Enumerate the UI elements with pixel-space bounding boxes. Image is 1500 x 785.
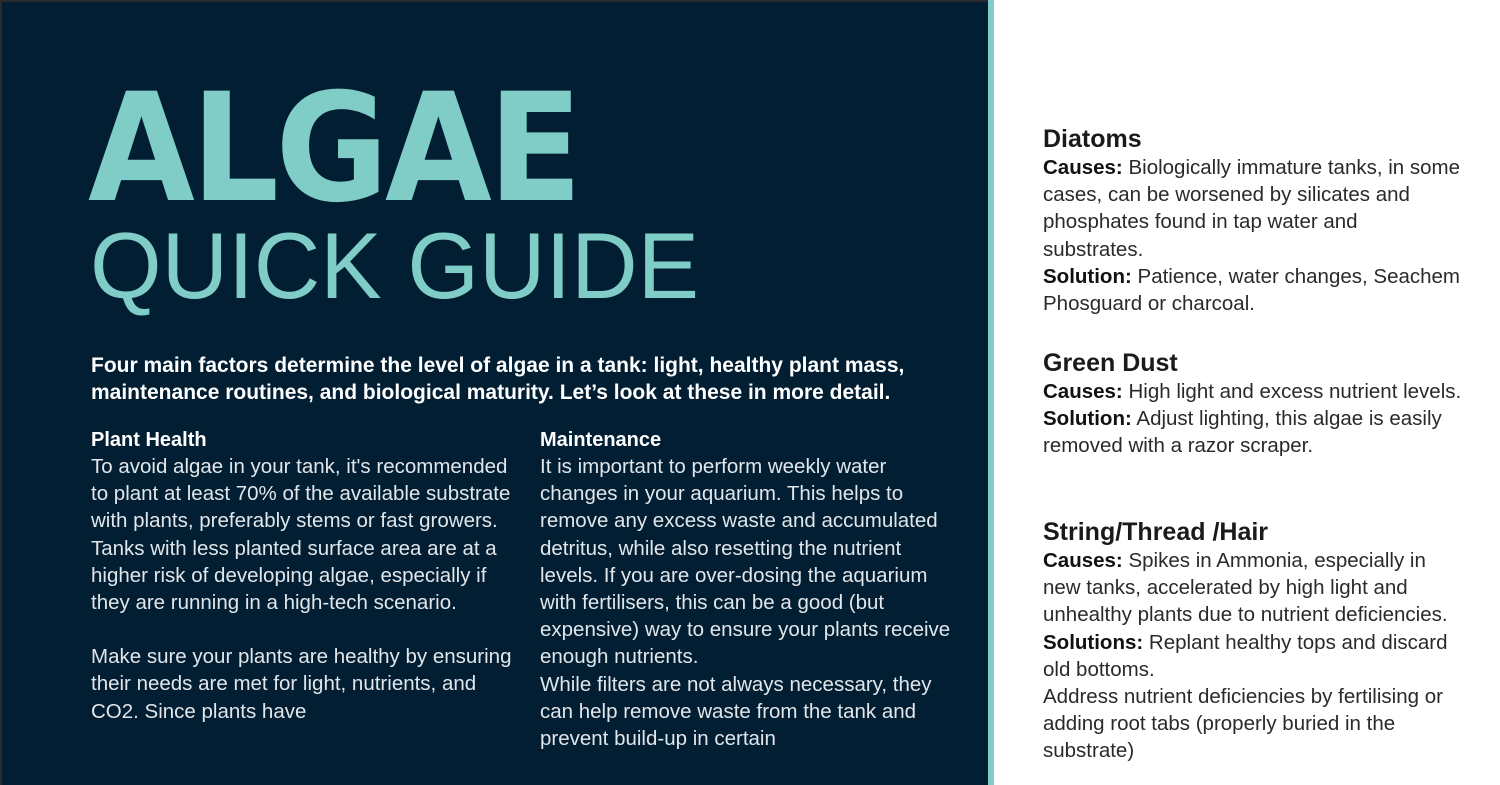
section-paragraph: To avoid algae in your tank, it's recommended to plant at least 70% of the available substrate with plants, preferably stems or fast growers. Tanks with less planted surface area are at a higher risk of developing algae, especially if they are running in a high-tech scenario. <box>91 455 511 615</box>
solution-text: Replant healthy tops and discard old bottoms. <box>1043 630 1448 681</box>
section-maintenance <box>540 427 960 752</box>
algae-solution <box>1043 263 1463 317</box>
section-heading: Plant Health <box>91 429 207 451</box>
algae-entry-diatoms <box>1043 124 1463 317</box>
section-heading: Maintenance <box>540 429 662 451</box>
algae-solution-extra: Address nutrient deficiencies by fertilising or adding root tabs (properly buried in the substrate) <box>1043 685 1443 763</box>
section-plant-health <box>91 427 521 725</box>
page-subtitle: QUICK GUIDE <box>90 213 700 318</box>
page-title: ALGAE <box>88 62 579 236</box>
algae-causes <box>1043 547 1463 629</box>
section-paragraph: Make sure your plants are healthy by ensuring their needs are met for light, nutrients, and CO2. Since plants have <box>91 645 512 723</box>
algae-entry-string-thread-hair <box>1043 517 1463 765</box>
causes-label: Causes: <box>1043 380 1123 403</box>
algae-causes <box>1043 378 1463 405</box>
solution-label: Solutions: <box>1043 630 1144 654</box>
algae-name: Green Dust <box>1043 349 1178 377</box>
solution-text: Patience, water changes, Seachem Phosguard or charcoal. <box>1043 264 1461 316</box>
causes-text: High light and excess nutrient levels. <box>1128 380 1462 403</box>
section-paragraph: It is important to perform weekly water changes in your aquarium. This helps to remove any excess waste and accumulated detritus, while also resetting the nutrient levels. If you are over-dosing the aquarium with fertilisers, this can be a good (but expensive) way to ensure your plants receive enough nutrients. <box>540 455 951 669</box>
algae-solution <box>1043 629 1463 683</box>
solution-label: Solution: <box>1043 264 1132 288</box>
algae-entry-green-dust <box>1043 348 1463 460</box>
causes-label: Causes: <box>1043 156 1123 179</box>
solution-text: Adjust lighting, this algae is easily removed with a razor scraper. <box>1043 407 1442 458</box>
causes-text: Spikes in Ammonia, especially in new tanks, accelerated by high light and unhealthy plants due to nutrient deficiencies. <box>1043 549 1448 627</box>
intro-paragraph: Four main factors determine the level of algae in a tank: light, healthy plant mass, maintenance routines, and biological maturity. Let’s look at these in more detail. <box>91 354 905 404</box>
algae-name: Diatoms <box>1043 125 1142 153</box>
causes-label: Causes: <box>1043 549 1123 572</box>
solution-label: Solution: <box>1043 407 1132 431</box>
causes-text: Biologically immature tanks, in some cases, can be worsened by silicates and phosphates found in tap water and substrates. <box>1043 156 1461 261</box>
algae-solution <box>1043 405 1463 459</box>
algae-causes <box>1043 154 1463 263</box>
algae-name: String/Thread /Hair <box>1043 518 1269 546</box>
section-paragraph: While filters are not always necessary, they can help remove waste from the tank and prevent build-up in certain <box>540 672 932 751</box>
